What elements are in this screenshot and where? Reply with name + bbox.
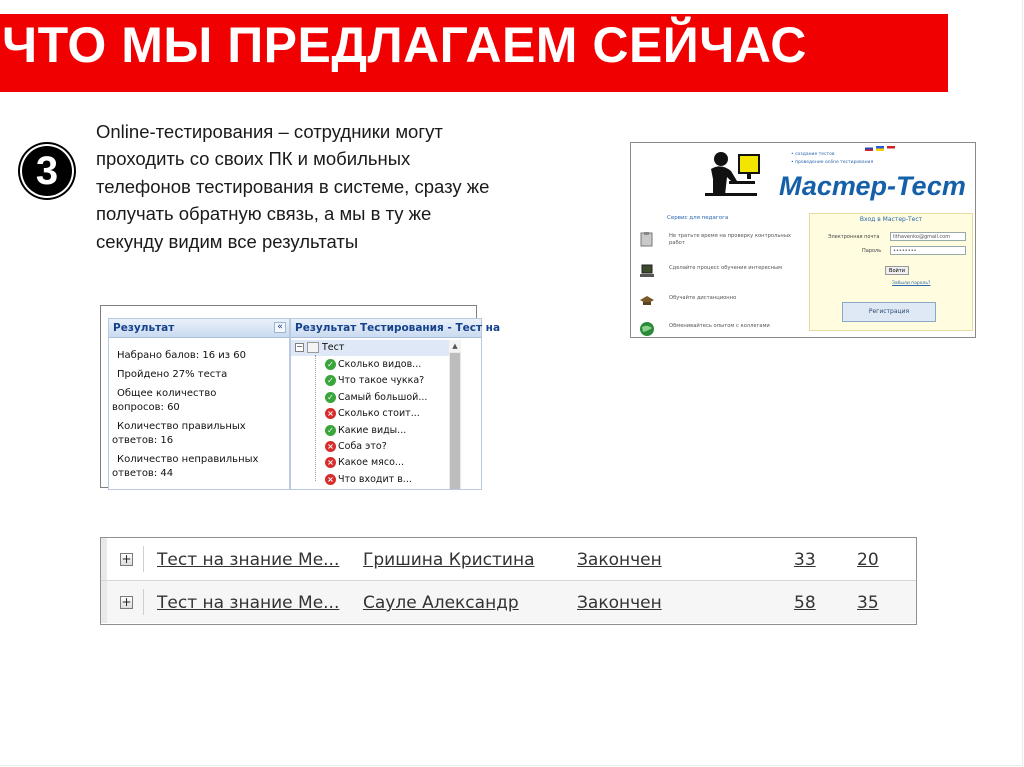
brand-bullets bbox=[791, 151, 873, 167]
scroll-up-icon[interactable]: ▲ bbox=[449, 340, 461, 352]
stat-line: Общее количество bbox=[117, 388, 217, 399]
password-field[interactable]: •••••••• bbox=[890, 246, 966, 255]
collapse-tree-icon[interactable]: − bbox=[296, 342, 303, 351]
login-button[interactable]: Войти bbox=[885, 266, 909, 275]
brand-bullet: • проведение online тестирования bbox=[791, 160, 874, 165]
tree-item[interactable] bbox=[325, 391, 445, 405]
row-strip bbox=[101, 581, 107, 623]
stat-line: Пройдено 27% теста bbox=[117, 369, 228, 380]
flag-icon[interactable] bbox=[876, 146, 884, 151]
laptop-icon bbox=[639, 263, 655, 279]
stat-line: Количество правильных bbox=[117, 421, 246, 432]
tree-root-row[interactable] bbox=[291, 340, 459, 356]
stat-line: вопросов: 60 bbox=[112, 402, 180, 413]
scrollbar-thumb[interactable] bbox=[450, 353, 460, 489]
folder-icon bbox=[307, 342, 319, 353]
tree-line bbox=[315, 355, 316, 481]
email-label: Электронная почта bbox=[828, 234, 880, 240]
feature-text: Обучайте дистанционно bbox=[669, 295, 737, 301]
description-text bbox=[96, 118, 556, 255]
step-number: 3 bbox=[35, 149, 59, 193]
check-icon: ✓ bbox=[325, 359, 336, 370]
page-title: ЧТО МЫ ПРЕДЛАГАЕМ СЕЙЧАС bbox=[2, 17, 807, 73]
column-divider bbox=[143, 589, 144, 615]
tree-item-label: Соба это? bbox=[338, 441, 387, 452]
check-icon: ✓ bbox=[325, 425, 336, 436]
tree-item[interactable] bbox=[325, 456, 445, 470]
panel-header bbox=[291, 319, 501, 338]
graduation-cap-icon bbox=[639, 293, 655, 309]
clipboard-icon bbox=[639, 231, 655, 247]
tree-item-label: Сколько видов... bbox=[338, 359, 422, 370]
tree-root-label: Тест bbox=[322, 342, 345, 353]
result-summary-panel bbox=[108, 318, 290, 490]
test-name-link[interactable]: Тест на знание Ме... bbox=[157, 550, 340, 570]
feature-text: Не тратьте время на проверку контрольных работ bbox=[669, 233, 791, 246]
forgot-password-link[interactable]: Забыли пароль? bbox=[892, 281, 931, 286]
score-link[interactable]: 20 bbox=[857, 550, 879, 570]
cross-icon: × bbox=[325, 474, 336, 485]
expand-row-icon[interactable]: + bbox=[121, 552, 132, 566]
tree-item[interactable] bbox=[325, 424, 445, 438]
register-button[interactable]: Регистрация bbox=[842, 302, 936, 322]
description-line: проходить со своих ПК и мобильных bbox=[96, 148, 411, 170]
step-number-badge bbox=[22, 146, 72, 196]
row-strip bbox=[101, 538, 107, 580]
stat-line: ответов: 16 bbox=[112, 435, 174, 446]
feature-text: Обменивайтесь опытом с коллегами bbox=[669, 323, 770, 329]
cross-icon: × bbox=[325, 457, 336, 468]
score-link[interactable]: 35 bbox=[857, 593, 879, 613]
tree-item-label: Самый большой... bbox=[338, 391, 428, 403]
check-icon: ✓ bbox=[325, 375, 336, 386]
person-name-link[interactable]: Сауле Александр bbox=[363, 593, 519, 613]
column-divider bbox=[143, 546, 144, 572]
tree-item-label: Сколько стоит... bbox=[338, 408, 420, 420]
total-link[interactable]: 33 bbox=[794, 550, 816, 570]
stat-line: Количество неправильных bbox=[117, 454, 259, 465]
panel-title: Результат Тестирования - Тест на bbox=[295, 322, 501, 334]
feature-item bbox=[639, 293, 799, 313]
status-link[interactable]: Закончен bbox=[577, 593, 662, 613]
person-at-computer-icon bbox=[703, 149, 761, 201]
status-link[interactable]: Закончен bbox=[577, 550, 662, 570]
table-row[interactable] bbox=[101, 581, 916, 623]
description-line: секунду видим все результаты bbox=[96, 230, 359, 252]
brand-bullet: • создание тестов bbox=[791, 152, 835, 157]
feature-item bbox=[639, 231, 799, 251]
login-panel bbox=[809, 213, 973, 331]
feature-text: Сделайте процесс обучения интересным bbox=[669, 265, 783, 271]
login-title: Вход в Мастер-Тест bbox=[859, 216, 923, 223]
tree-item-label: Какое мясо... bbox=[338, 457, 404, 469]
tree-item-label: Какие виды... bbox=[338, 424, 407, 436]
table-row[interactable] bbox=[101, 538, 916, 581]
stat-line: ответов: 44 bbox=[112, 468, 174, 479]
total-link[interactable]: 58 bbox=[794, 593, 816, 613]
panel-header bbox=[109, 319, 289, 338]
tree-item[interactable] bbox=[325, 440, 445, 454]
test-result-tree-panel bbox=[290, 318, 501, 490]
feature-item bbox=[639, 321, 799, 341]
collapse-icon[interactable]: « bbox=[274, 322, 286, 333]
results-window bbox=[100, 305, 501, 488]
person-name-link[interactable]: Гришина Кристина bbox=[363, 550, 535, 570]
scrollbar[interactable] bbox=[449, 340, 461, 489]
description-line: телефонов тестирования в системе, сразу же bbox=[96, 175, 490, 197]
service-title: Сервис для педагога bbox=[667, 215, 729, 221]
description-line: получать обратную связь, а мы в ту же bbox=[96, 203, 432, 225]
stat-line: Набрано балов: 16 из 60 bbox=[117, 350, 246, 361]
cross-icon: × bbox=[325, 408, 336, 419]
check-icon: ✓ bbox=[325, 392, 336, 403]
panel-title: Результат bbox=[113, 322, 175, 334]
expand-row-icon[interactable]: + bbox=[121, 595, 132, 609]
flag-icon[interactable] bbox=[887, 146, 895, 151]
test-name-link[interactable]: Тест на знание Ме... bbox=[157, 593, 340, 613]
master-test-screenshot bbox=[630, 142, 976, 338]
tree-item-label: Что такое чукка? bbox=[338, 375, 425, 387]
description-line: Online-тестирования – сотрудники могут bbox=[96, 121, 443, 142]
results-grid bbox=[100, 537, 917, 625]
globe-icon bbox=[639, 321, 655, 337]
tree-item[interactable] bbox=[325, 358, 445, 372]
tree-item-label: Что входит в... bbox=[338, 473, 412, 485]
password-label: Пароль bbox=[862, 248, 882, 254]
tree-item[interactable] bbox=[325, 407, 445, 421]
brand-logo-text: Мастер-Тест bbox=[779, 171, 966, 201]
tree-item[interactable] bbox=[325, 473, 445, 487]
email-field[interactable]: lithavenko@gmail.com bbox=[890, 232, 966, 241]
tree-item[interactable] bbox=[325, 374, 445, 388]
cross-icon: × bbox=[325, 441, 336, 452]
feature-item bbox=[639, 263, 799, 283]
